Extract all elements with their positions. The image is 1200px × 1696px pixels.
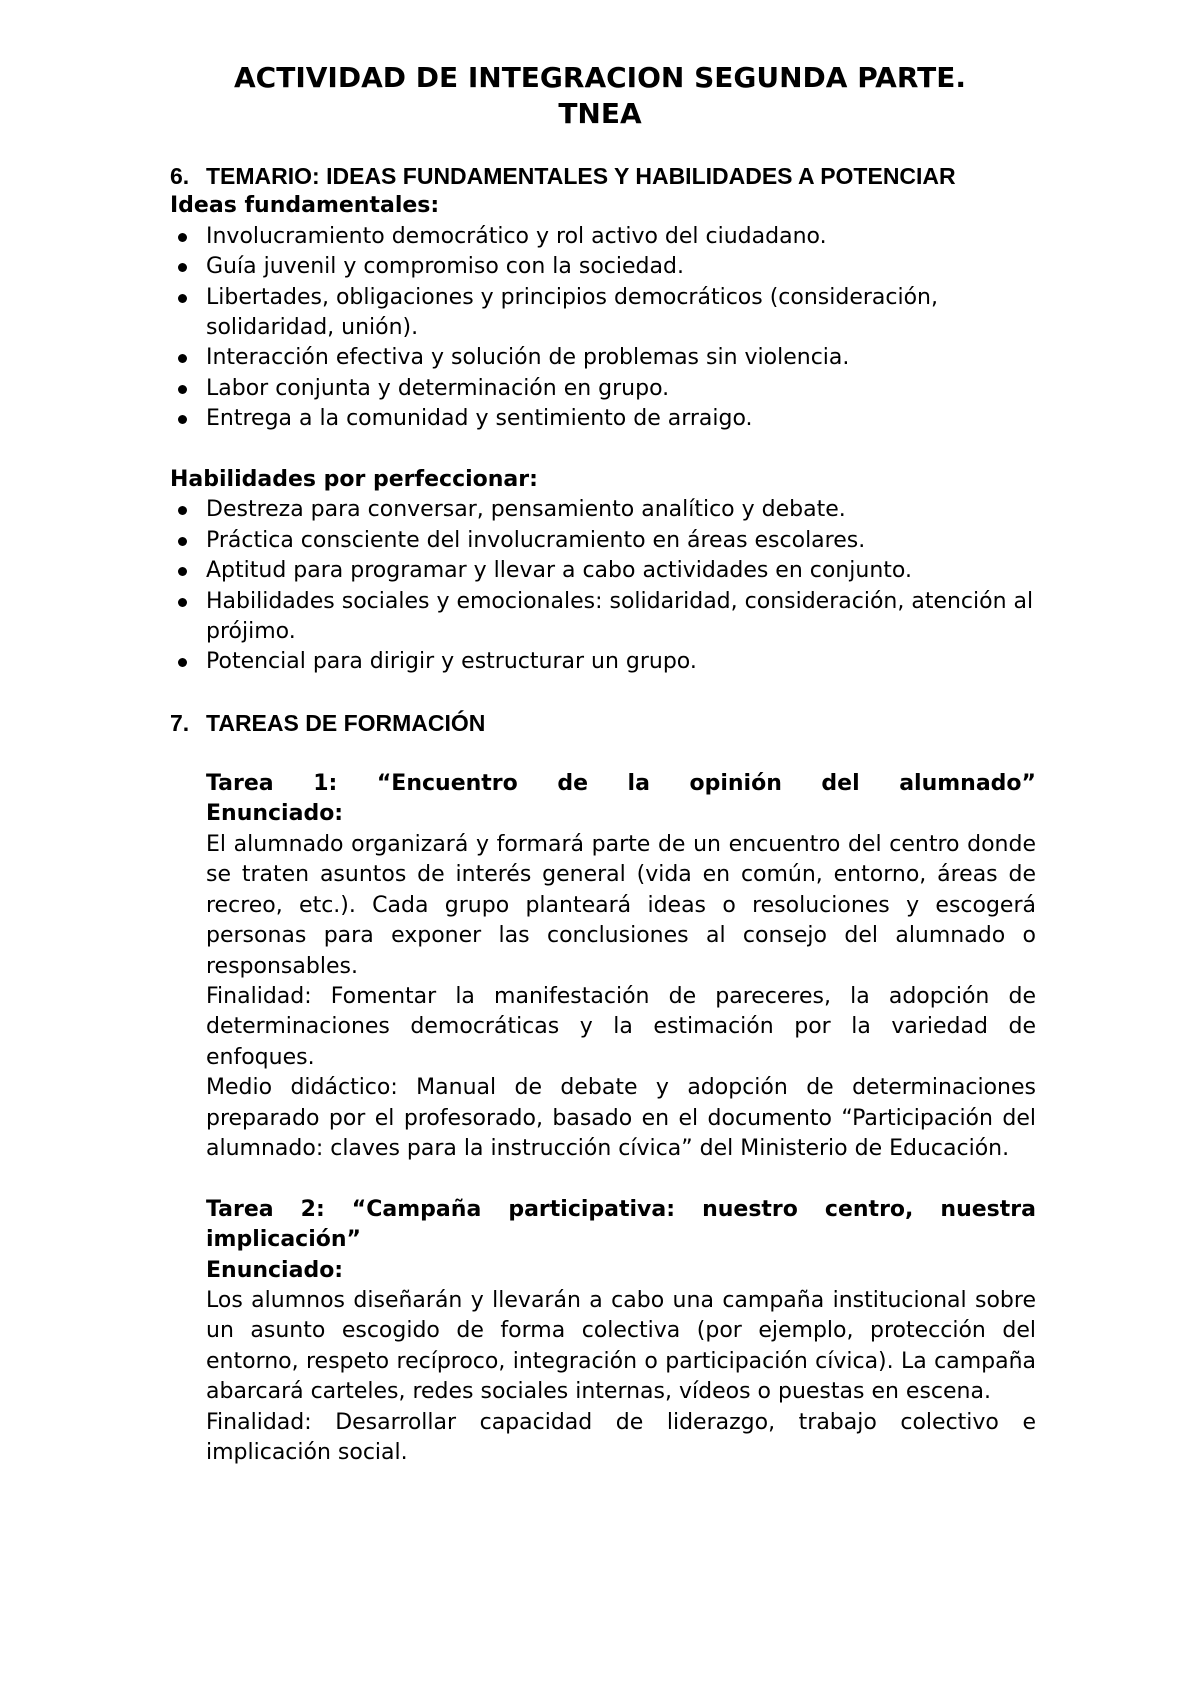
ideas-label: Ideas fundamentales:	[170, 193, 440, 219]
spacer	[206, 1164, 1036, 1194]
task-2-statement-label: Enunciado:	[206, 1257, 344, 1283]
section-6-title: TEMARIO: IDEAS FUNDAMENTALES Y HABILIDADES A POTENCIAR	[206, 163, 956, 189]
task-1-title: Tarea 1: “Encuentro de la opinión del alumnado”	[206, 771, 1036, 797]
list-item: Práctica consciente del involucramiento en áreas escolares.	[206, 526, 1036, 556]
section-6-number: 6.	[170, 163, 190, 189]
section-7-number: 7.	[170, 710, 190, 737]
section-7-heading	[170, 708, 1036, 738]
title-line-1: ACTIVIDAD DE INTEGRACION SEGUNDA PARTE.	[234, 61, 966, 94]
document-title	[150, 60, 1050, 132]
task-2-title: Tarea 2: “Campaña participativa: nuestro centro, nuestra implicación”	[206, 1196, 1036, 1253]
list-item: Destreza para conversar, pensamiento analítico y debate.	[206, 495, 1036, 525]
list-item: Potencial para dirigir y estructurar un grupo.	[206, 647, 1036, 677]
list-item: Interacción efectiva y solución de problemas sin violencia.	[206, 343, 1036, 373]
list-item: Entrega a la comunidad y sentimiento de arraigo.	[206, 404, 1036, 434]
list-item: Libertades, obligaciones y principios democráticos (consideración, solidaridad, unión).	[206, 283, 1036, 344]
list-item: Involucramiento democrático y rol activo del ciudadano.	[206, 222, 1036, 252]
section-6-heading	[170, 161, 1036, 191]
document-body	[170, 161, 1036, 1468]
task-1-statement-label: Enunciado:	[206, 801, 344, 827]
skills-list	[206, 495, 1036, 677]
list-item: Habilidades sociales y emocionales: solidaridad, consideración, atención al prójimo.	[206, 587, 1036, 648]
spacer	[206, 435, 1036, 465]
ideas-list	[206, 222, 1036, 435]
title-line-2: TNEA	[558, 97, 642, 130]
spacer	[206, 678, 1036, 708]
spacer	[206, 739, 1036, 769]
task-1-statement: El alumnado organizará y formará parte de un encuentro del centro donde se traten asuntos de interés general (vida en común, entorno, áreas de recreo, etc.). Cada grupo planteará ideas o resoluciones y escogerá personas para exponer las conclusiones al consejo del alumnado o responsables.	[206, 831, 1036, 979]
list-item: Labor conjunta y determinación en grupo.	[206, 374, 1036, 404]
task-1-purpose: Finalidad: Fomentar la manifestación de pareceres, la adopción de determinaciones democráticas y la estimación por la variedad de enfoques.	[206, 983, 1036, 1070]
list-item: Guía juvenil y compromiso con la sociedad.	[206, 252, 1036, 282]
task-2-statement: Los alumnos diseñarán y llevarán a cabo una campaña institucional sobre un asunto escogido de forma colectiva (por ejemplo, protección del entorno, respeto recíproco, integración o participación cívica). La campaña abarcará carteles, redes sociales internas, vídeos o puestas en escena.	[206, 1287, 1036, 1405]
skills-label: Habilidades por perfeccionar:	[170, 467, 538, 493]
task-1-resource: Medio didáctico: Manual de debate y adopción de determinaciones preparado por el profesorado, basado en el documento “Participación del alumnado: claves para la instrucción cívica” del Ministerio de Educación.	[206, 1075, 1036, 1161]
task-2-purpose: Finalidad: Desarrollar capacidad de liderazgo, trabajo colectivo e implicación social.	[206, 1409, 1036, 1465]
section-7-title: TAREAS DE FORMACIÓN	[206, 710, 486, 737]
list-item: Aptitud para programar y llevar a cabo actividades en conjunto.	[206, 556, 1036, 586]
